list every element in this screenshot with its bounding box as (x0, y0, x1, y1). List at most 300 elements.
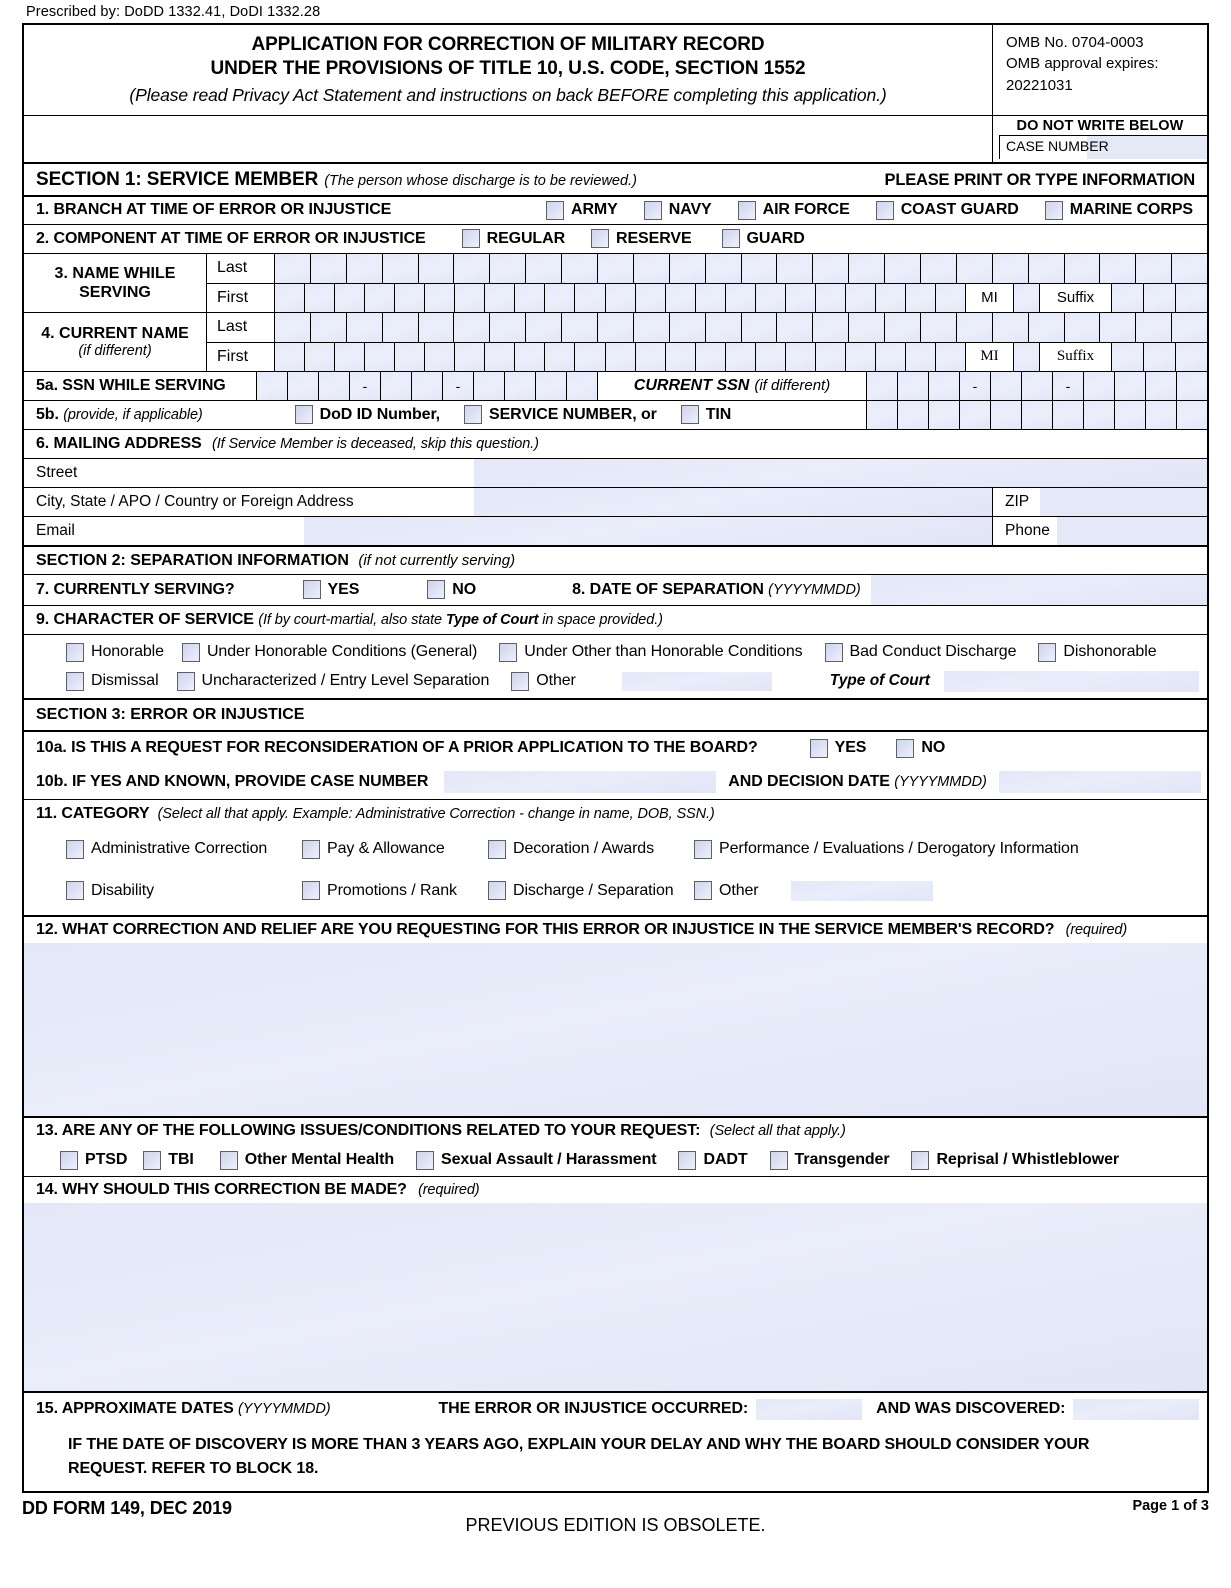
checkbox-icon[interactable] (644, 201, 662, 220)
character-cell[interactable] (1099, 313, 1135, 342)
character-cell[interactable] (812, 313, 848, 342)
checkbox-under-honorable-general[interactable] (182, 643, 477, 662)
zip-field[interactable] (992, 488, 1207, 516)
character-cell[interactable] (346, 254, 382, 283)
character-cell[interactable] (956, 254, 992, 283)
ssn-digit-cell[interactable] (1114, 372, 1145, 400)
checkbox-icon[interactable] (488, 881, 506, 900)
checkbox-icon[interactable] (911, 1151, 929, 1170)
character-cell[interactable] (848, 313, 884, 342)
suffix-cell[interactable] (1175, 284, 1207, 312)
character-cell[interactable] (635, 343, 665, 371)
last-name-label: Last (206, 313, 274, 342)
name-while-serving-last-row (206, 254, 1207, 283)
form-body (22, 23, 1209, 1493)
checkbox-icon[interactable] (143, 1151, 161, 1170)
checkbox-dishonorable[interactable] (1038, 643, 1156, 662)
character-cell[interactable] (394, 284, 424, 312)
checkbox-icon[interactable] (66, 881, 84, 900)
character-cell[interactable] (454, 343, 484, 371)
ssn-digit-cell[interactable] (504, 372, 535, 400)
character-cell[interactable] (525, 254, 561, 283)
first-name-label: First (206, 343, 274, 371)
ssn-digit-cell[interactable] (473, 372, 504, 400)
checkbox-icon[interactable] (427, 580, 445, 599)
other-character-input[interactable] (622, 672, 772, 691)
checkbox-uncharacterized-entry-level[interactable] (177, 672, 490, 691)
character-cell[interactable] (785, 343, 815, 371)
character-cell[interactable] (884, 313, 920, 342)
type-of-court-input[interactable] (944, 671, 1199, 692)
checkbox-pay-allowance[interactable] (302, 840, 488, 859)
mi-cell[interactable] (1013, 284, 1039, 312)
character-cell[interactable] (1064, 313, 1100, 342)
character-cell[interactable] (635, 284, 665, 312)
id-number-cell[interactable] (1052, 401, 1083, 429)
character-cell[interactable] (875, 284, 905, 312)
character-cell[interactable] (274, 254, 310, 283)
question-14-label (24, 1177, 1207, 1203)
character-cell[interactable] (574, 284, 604, 312)
checkbox-icon[interactable] (738, 201, 756, 220)
section-3-header (24, 698, 1207, 730)
character-cell[interactable] (776, 254, 812, 283)
decision-date-title: AND DECISION DATE (728, 772, 890, 790)
ssn-digit-cell[interactable] (256, 372, 287, 400)
character-cell[interactable] (920, 254, 956, 283)
checkbox-icon[interactable] (1045, 201, 1063, 220)
page-number-label: Page 1 of 3 (1132, 1497, 1209, 1514)
character-cell[interactable] (605, 284, 635, 312)
character-cell[interactable] (346, 313, 382, 342)
character-cell[interactable] (884, 254, 920, 283)
current-name-last-row (206, 313, 1207, 342)
case-number-label: CASE NUMBER (1006, 137, 1109, 154)
zip-label: ZIP (1005, 492, 1030, 510)
checkbox-branch-air-force[interactable] (738, 201, 850, 220)
checkbox-icon[interactable] (694, 840, 712, 859)
ssn-digit-cell[interactable] (897, 372, 928, 400)
character-cell[interactable] (334, 343, 364, 371)
checkbox-label: SERVICE NUMBER, or (489, 405, 657, 423)
checkbox-reconsideration-yes[interactable] (810, 739, 867, 758)
checkbox-icon[interactable] (416, 1151, 434, 1170)
character-cell[interactable] (453, 254, 489, 283)
suffix-label: Suffix (1039, 343, 1111, 371)
character-cell[interactable] (992, 254, 1028, 283)
character-cell[interactable] (597, 313, 633, 342)
mi-cell[interactable] (1013, 343, 1039, 371)
ssn-digit-cell[interactable] (928, 372, 959, 400)
checkbox-icon[interactable] (678, 1151, 696, 1170)
checkbox-administrative-correction[interactable] (66, 840, 302, 859)
id-number-cell[interactable] (928, 401, 959, 429)
checkbox-icon[interactable] (694, 881, 712, 900)
section-1-title: SECTION 1: SERVICE MEMBER (36, 168, 319, 190)
checkbox-currently-serving-yes[interactable] (303, 580, 360, 599)
character-cell[interactable] (845, 343, 875, 371)
character-cell[interactable] (1171, 254, 1207, 283)
character-cell[interactable] (669, 254, 705, 283)
character-cell[interactable] (484, 343, 514, 371)
first-name-cells[interactable] (274, 343, 965, 371)
checkbox-tin[interactable] (681, 405, 731, 424)
checkbox-icon[interactable] (1038, 643, 1056, 662)
title-line-2: UNDER THE PROVISIONS OF TITLE 10, U.S. CODE, SECTION 1552 (210, 58, 806, 80)
phone-label: Phone (1005, 521, 1050, 539)
id-number-cell[interactable] (990, 401, 1021, 429)
character-cell[interactable] (364, 284, 394, 312)
checkbox-tbi[interactable] (143, 1151, 193, 1170)
id-number-cell[interactable] (897, 401, 928, 429)
checkbox-branch-navy[interactable] (644, 201, 712, 220)
character-cell[interactable] (845, 284, 875, 312)
checkbox-other-category[interactable] (694, 881, 759, 900)
checkbox-icon[interactable] (303, 580, 321, 599)
question-10b-row (24, 765, 1207, 799)
question-5b-label (24, 406, 203, 424)
question-12-required: (required) (1065, 921, 1128, 938)
checkbox-icon[interactable] (825, 643, 843, 662)
character-cell[interactable] (875, 343, 905, 371)
other-category-input[interactable] (791, 881, 933, 901)
case-number-field[interactable] (999, 135, 1207, 159)
checkbox-icon[interactable] (464, 405, 482, 424)
id-number-cell[interactable] (1083, 401, 1114, 429)
checkbox-label: Honorable (91, 643, 164, 661)
question-7-8-row (24, 574, 1207, 605)
character-cell[interactable] (935, 343, 965, 371)
checkbox-icon[interactable] (182, 643, 200, 662)
question-6-sub: (If Service Member is deceased, skip this question.) (211, 435, 539, 452)
date-of-separation-input[interactable] (871, 575, 1207, 605)
character-cell[interactable] (454, 284, 484, 312)
last-name-cells[interactable] (274, 313, 1207, 342)
suffix-cell[interactable] (1111, 343, 1143, 371)
checkbox-icon[interactable] (770, 1151, 788, 1170)
character-cell[interactable] (695, 284, 725, 312)
ssn-digit-cell[interactable] (380, 372, 411, 400)
id-number-cell[interactable] (959, 401, 990, 429)
character-cell[interactable] (364, 343, 394, 371)
character-cell[interactable] (274, 313, 310, 342)
checkbox-icon[interactable] (722, 229, 740, 248)
question-11-title: 11. CATEGORY (36, 804, 150, 822)
id-number-cell[interactable] (1021, 401, 1052, 429)
id-number-cell[interactable] (1145, 401, 1176, 429)
suffix-cell[interactable] (1111, 284, 1143, 312)
decision-date-input[interactable] (999, 771, 1201, 793)
checkbox-icon[interactable] (511, 672, 529, 691)
character-cell[interactable] (274, 284, 304, 312)
question-14-textarea[interactable] (24, 1203, 1207, 1391)
checkbox-discharge-separation[interactable] (488, 881, 694, 900)
question-5a-ssn-row (24, 371, 1207, 400)
question-3-label (24, 254, 206, 312)
ssn-digit-cell[interactable] (1083, 372, 1114, 400)
character-cell[interactable] (394, 343, 424, 371)
checkbox-label: DADT (703, 1151, 748, 1169)
checkbox-component-reserve[interactable] (591, 229, 691, 248)
question-1-branch-row (24, 195, 1207, 224)
first-name-label: First (206, 284, 274, 312)
question-5b-number: 5b. (36, 405, 59, 423)
checkbox-icon[interactable] (896, 739, 914, 758)
ssn-digit-cell[interactable] (287, 372, 318, 400)
question-10b-label: 10b. IF YES AND KNOWN, PROVIDE CASE NUMBER (36, 772, 429, 790)
question-12-textarea[interactable] (24, 943, 1207, 1116)
character-cell[interactable] (705, 313, 741, 342)
checkbox-decoration-awards[interactable] (488, 840, 694, 859)
current-ssn-cells[interactable] (866, 372, 1207, 400)
character-cell[interactable] (755, 284, 785, 312)
id-number-cell[interactable] (1176, 401, 1207, 429)
character-cell[interactable] (848, 254, 884, 283)
character-cell[interactable] (484, 284, 514, 312)
character-cell[interactable] (418, 313, 454, 342)
checkbox-reconsideration-no[interactable] (896, 739, 945, 758)
character-cell[interactable] (633, 254, 669, 283)
checkbox-icon[interactable] (546, 201, 564, 220)
question-8-label (572, 581, 861, 599)
character-cell[interactable] (741, 313, 777, 342)
checkbox-label: Bad Conduct Discharge (849, 643, 1017, 661)
ssn-while-serving-cells[interactable] (256, 372, 597, 400)
checkbox-component-guard[interactable] (722, 229, 805, 248)
character-cell[interactable] (514, 343, 544, 371)
character-cell[interactable] (304, 284, 334, 312)
checkbox-icon[interactable] (302, 840, 320, 859)
suffix-cell[interactable] (1143, 284, 1175, 312)
checkbox-icon[interactable] (66, 672, 84, 691)
question-13-options (24, 1145, 1207, 1176)
checkbox-ptsd[interactable] (60, 1151, 127, 1170)
checkbox-branch-army[interactable] (546, 201, 618, 220)
character-cell[interactable] (1028, 313, 1064, 342)
character-cell[interactable] (1064, 254, 1100, 283)
question-11-row (24, 799, 1207, 828)
checkbox-dod-id-number[interactable] (295, 405, 440, 424)
checkbox-label: ARMY (571, 201, 618, 219)
character-cell[interactable] (525, 313, 561, 342)
checkbox-icon[interactable] (499, 643, 517, 662)
question-12-title: 12. WHAT CORRECTION AND RELIEF ARE YOU REQUESTING FOR THIS ERROR OR INJUSTICE IN THE SERVICE MEMBER'S RECORD? (36, 920, 1055, 938)
checkbox-branch-marine-corps[interactable] (1045, 201, 1193, 220)
character-cell[interactable] (815, 284, 845, 312)
checkbox-icon[interactable] (66, 643, 84, 662)
email-input[interactable] (304, 517, 992, 545)
character-cell[interactable] (310, 313, 346, 342)
suffix-label: Suffix (1039, 284, 1111, 312)
character-cell[interactable] (310, 254, 346, 283)
character-cell[interactable] (382, 313, 418, 342)
checkbox-promotions-rank[interactable] (302, 881, 488, 900)
character-cell[interactable] (514, 284, 544, 312)
character-cell[interactable] (935, 284, 965, 312)
character-cell[interactable] (905, 343, 935, 371)
id-number-cells[interactable] (866, 401, 1207, 429)
mi-label: MI (965, 343, 1013, 371)
character-cell[interactable] (755, 343, 785, 371)
omb-block (992, 25, 1207, 115)
character-cell[interactable] (424, 284, 454, 312)
character-cell[interactable] (489, 313, 525, 342)
character-cell[interactable] (489, 254, 525, 283)
character-cell[interactable] (544, 284, 574, 312)
prior-case-number-input[interactable] (444, 771, 716, 793)
question-9-row (24, 605, 1207, 634)
error-occurred-input[interactable] (756, 1399, 862, 1420)
character-cell[interactable] (956, 313, 992, 342)
previous-edition-label: PREVIOUS EDITION IS OBSOLETE. (465, 1514, 766, 1535)
character-cell[interactable] (453, 313, 489, 342)
character-cell[interactable] (905, 284, 935, 312)
character-cell[interactable] (669, 313, 705, 342)
character-cell[interactable] (334, 284, 364, 312)
ssn-digit-cell[interactable] (990, 372, 1021, 400)
section-2-subtitle: (if not currently serving) (358, 551, 516, 569)
city-state-input[interactable] (474, 488, 992, 516)
ssn-digit-cell[interactable] (411, 372, 442, 400)
character-cell[interactable] (741, 254, 777, 283)
ssn-digit-cell[interactable] (566, 372, 597, 400)
checkbox-icon[interactable] (488, 840, 506, 859)
question-10a-label: 10a. IS THIS A REQUEST FOR RECONSIDERATION OF A PRIOR APPLICATION TO THE BOARD? (36, 739, 758, 757)
character-cell[interactable] (695, 343, 725, 371)
character-cell[interactable] (597, 254, 633, 283)
checkbox-icon[interactable] (295, 405, 313, 424)
checkbox-dadt[interactable] (678, 1151, 747, 1170)
last-name-label: Last (206, 254, 274, 283)
question-15-note-line-2: REQUEST. REFER TO BLOCK 18. (68, 1459, 319, 1477)
character-cell[interactable] (561, 254, 597, 283)
character-cell[interactable] (544, 343, 574, 371)
character-cell[interactable] (418, 254, 454, 283)
street-row (24, 458, 1207, 487)
character-cell[interactable] (382, 254, 418, 283)
character-cell[interactable] (920, 313, 956, 342)
character-cell[interactable] (1171, 313, 1207, 342)
ssn-digit-cell[interactable] (1176, 372, 1207, 400)
checkbox-honorable[interactable] (66, 643, 164, 662)
checkbox-bad-conduct-discharge[interactable] (825, 643, 1017, 662)
checkbox-other-mental-health[interactable] (220, 1151, 394, 1170)
ssn-digit-cell[interactable] (1021, 372, 1052, 400)
question-5b-left (24, 401, 866, 429)
character-cell[interactable] (1135, 254, 1171, 283)
character-cell[interactable] (633, 313, 669, 342)
street-input[interactable] (474, 459, 1207, 487)
checkbox-reprisal-whistleblower[interactable] (911, 1151, 1119, 1170)
case-number-block (992, 116, 1207, 162)
character-cell[interactable] (424, 343, 454, 371)
character-cell[interactable] (1028, 254, 1064, 283)
character-cell[interactable] (605, 343, 635, 371)
checkbox-dismissal[interactable] (66, 672, 159, 691)
checkbox-service-number[interactable] (464, 405, 657, 424)
suffix-cell[interactable] (1175, 343, 1207, 371)
character-cell[interactable] (725, 284, 755, 312)
question-1-label: 1. BRANCH AT TIME OF ERROR OR INJUSTICE (36, 201, 392, 219)
character-cell[interactable] (665, 343, 695, 371)
question-15-note-line-1: IF THE DATE OF DISCOVERY IS MORE THAN 3 YEARS AGO, EXPLAIN YOUR DELAY AND WHY THE BOARD SHOULD CONSIDER YOUR (68, 1435, 1090, 1453)
checkbox-icon[interactable] (681, 405, 699, 424)
first-name-cells[interactable] (274, 284, 965, 312)
character-cell[interactable] (725, 343, 755, 371)
character-cell[interactable] (1135, 313, 1171, 342)
checkbox-label: Discharge / Separation (513, 881, 674, 899)
checkbox-icon[interactable] (810, 739, 828, 758)
ssn-digit-cell[interactable] (318, 372, 349, 400)
character-cell[interactable] (785, 284, 815, 312)
checkbox-under-other-than-honorable[interactable] (499, 643, 802, 662)
checkbox-label: AIR FORCE (762, 201, 850, 219)
checkbox-other-character[interactable] (511, 672, 576, 691)
question-13-row (24, 1116, 1207, 1145)
checkbox-component-regular[interactable] (462, 229, 565, 248)
checkbox-transgender[interactable] (770, 1151, 890, 1170)
character-cell[interactable] (304, 343, 334, 371)
character-cell[interactable] (1099, 254, 1135, 283)
character-cell[interactable] (812, 254, 848, 283)
checkbox-icon[interactable] (591, 229, 609, 248)
checkbox-label: Other (536, 672, 576, 690)
character-cell[interactable] (992, 313, 1028, 342)
character-cell[interactable] (561, 313, 597, 342)
was-discovered-input[interactable] (1073, 1399, 1199, 1420)
city-state-row (24, 487, 1207, 516)
checkbox-label: Sexual Assault / Harassment (441, 1151, 657, 1169)
character-cell[interactable] (274, 343, 304, 371)
checkbox-sexual-assault-harassment[interactable] (416, 1151, 656, 1170)
checkbox-icon[interactable] (876, 201, 894, 220)
checkbox-icon[interactable] (462, 229, 480, 248)
question-5a-label-wrap (24, 372, 256, 400)
last-name-cells[interactable] (274, 254, 1207, 283)
checkbox-label: Administrative Correction (91, 840, 268, 858)
character-cell[interactable] (705, 254, 741, 283)
question-9-sub-a: (If by court-martial, also state (258, 611, 446, 628)
id-number-cell[interactable] (1114, 401, 1145, 429)
id-number-cell[interactable] (866, 401, 897, 429)
ssn-digit-cell[interactable] (866, 372, 897, 400)
question-12-block (24, 915, 1207, 1116)
checkbox-icon[interactable] (302, 881, 320, 900)
question-15-format: (YYYYMMDD) (238, 1401, 331, 1418)
ssn-digit-cell[interactable] (535, 372, 566, 400)
character-cell[interactable] (776, 313, 812, 342)
phone-field[interactable] (992, 517, 1207, 545)
character-cell[interactable] (815, 343, 845, 371)
checkbox-icon[interactable] (60, 1151, 78, 1170)
checkbox-currently-serving-no[interactable] (427, 580, 476, 599)
question-15-dates-row (24, 1399, 1207, 1420)
checkbox-label: TIN (705, 405, 732, 423)
checkbox-icon[interactable] (177, 672, 195, 691)
checkbox-icon[interactable] (220, 1151, 238, 1170)
suffix-cell[interactable] (1143, 343, 1175, 371)
checkbox-icon[interactable] (66, 840, 84, 859)
checkbox-performance-evaluations[interactable] (694, 840, 1079, 859)
checkbox-branch-coast-guard[interactable] (876, 201, 1019, 220)
character-cell[interactable] (665, 284, 695, 312)
checkbox-disability[interactable] (66, 881, 302, 900)
question-5a-label: 5a. SSN WHILE SERVING (36, 376, 226, 394)
character-cell[interactable] (574, 343, 604, 371)
ssn-digit-cell[interactable] (1145, 372, 1176, 400)
question-3-label-line2: SERVING (79, 283, 151, 301)
question-14-title: 14. WHY SHOULD THIS CORRECTION BE MADE? (36, 1180, 407, 1198)
